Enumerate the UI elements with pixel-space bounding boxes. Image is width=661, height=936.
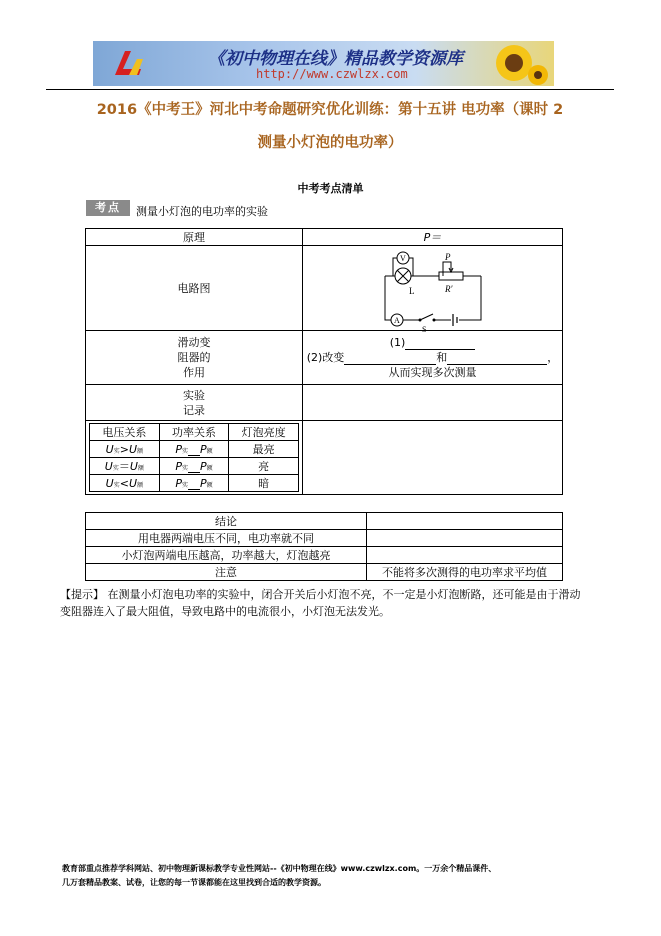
circuit-label: 电路图 <box>86 246 303 331</box>
hint-paragraph: 【提示】 在测量小灯泡电功率的实验中，闭合开关后小灯泡不亮，不一定是小灯泡断路，还可能是由于滑动变阻器连入了最大阻值，导致电路中的电流很小，小灯泡无法发光。 <box>60 588 581 618</box>
ammeter-label: A <box>393 316 400 325</box>
brightness-table-cell <box>86 421 303 495</box>
table-row: U实<U额 P实 P额 暗 <box>90 475 299 492</box>
footer-line-1: 教育部重点推荐学科网站、初中物理新课标教学专业性网站--《初中物理在线》www.czwlzx.com。一万余个精品课件、 <box>62 864 497 873</box>
page-title-line1: 2016《中考王》河北中考命题研究优化训练：第十五讲 电功率（课时 2 <box>96 102 564 118</box>
header-brightness: 灯泡亮度 <box>229 424 299 441</box>
table-row: 用电器两端电压不同，电功率就不同 <box>86 530 563 547</box>
record-value <box>303 385 563 421</box>
conclusion-table <box>85 512 563 581</box>
rheostat-label: 滑动变 阻器的 作用 <box>86 331 303 385</box>
brightness-table <box>89 423 299 492</box>
table-row: 小灯泡两端电压越高，功率越大，灯泡越亮 <box>86 547 563 564</box>
banner-title: 《初中物理在线》精品教学资源库 <box>208 49 463 69</box>
experiment-table <box>85 228 563 495</box>
circuit-diagram <box>373 248 493 334</box>
site-logo-icon <box>111 47 149 81</box>
principle-value: P＝ <box>303 229 563 246</box>
rheostat-r-label: R′ <box>444 284 452 294</box>
rheostat-item-3: 从而实现多次测量 <box>388 366 477 379</box>
banner-url[interactable]: http://www.czwlzx.com <box>256 67 408 81</box>
section-heading: 中考考点清单 <box>297 182 364 195</box>
rheostat-p-label: P <box>444 252 450 262</box>
conclusion-label: 结论 <box>86 513 367 530</box>
page-title-line2: 测量小灯泡的电功率） <box>257 135 403 151</box>
record-label: 实验 记录 <box>86 385 303 421</box>
table-row <box>86 564 563 581</box>
principle-label: 原理 <box>86 229 303 246</box>
header-divider <box>46 89 614 90</box>
sunflower-icon <box>476 43 546 87</box>
voltmeter-label: V <box>399 254 406 263</box>
circuit-diagram-cell <box>303 246 563 334</box>
topic-tag: 考点 <box>86 200 130 216</box>
rheostat-function: (1) (2)改变 和 ， 从而实现多次测量 <box>303 331 563 385</box>
answer-blank <box>405 349 475 350</box>
table-row: U实＝U额 P实 P额 亮 <box>90 458 299 475</box>
brightness-answer-cell <box>303 421 563 495</box>
lamp-label: L <box>408 286 414 296</box>
header-banner <box>93 41 554 86</box>
rheostat-item-2: (2)改变 <box>306 351 345 364</box>
page-footer <box>62 862 622 890</box>
note-label: 注意 <box>86 564 367 581</box>
switch-label: S <box>421 325 426 334</box>
table-row: U实>U额 P实 P额 最亮 <box>90 441 299 458</box>
footer-line-2: 几万套精品教案、试卷，让您的每一节课都能在这里找到合适的教学资源。 <box>62 878 326 887</box>
header-power: 功率关系 <box>159 424 229 441</box>
rheostat-item-1: (1) <box>389 336 406 349</box>
topic-text: 测量小灯泡的电功率的实验 <box>136 205 268 218</box>
header-voltage: 电压关系 <box>90 424 160 441</box>
note-value: 不能将多次测得的电功率求平均值 <box>367 564 563 581</box>
